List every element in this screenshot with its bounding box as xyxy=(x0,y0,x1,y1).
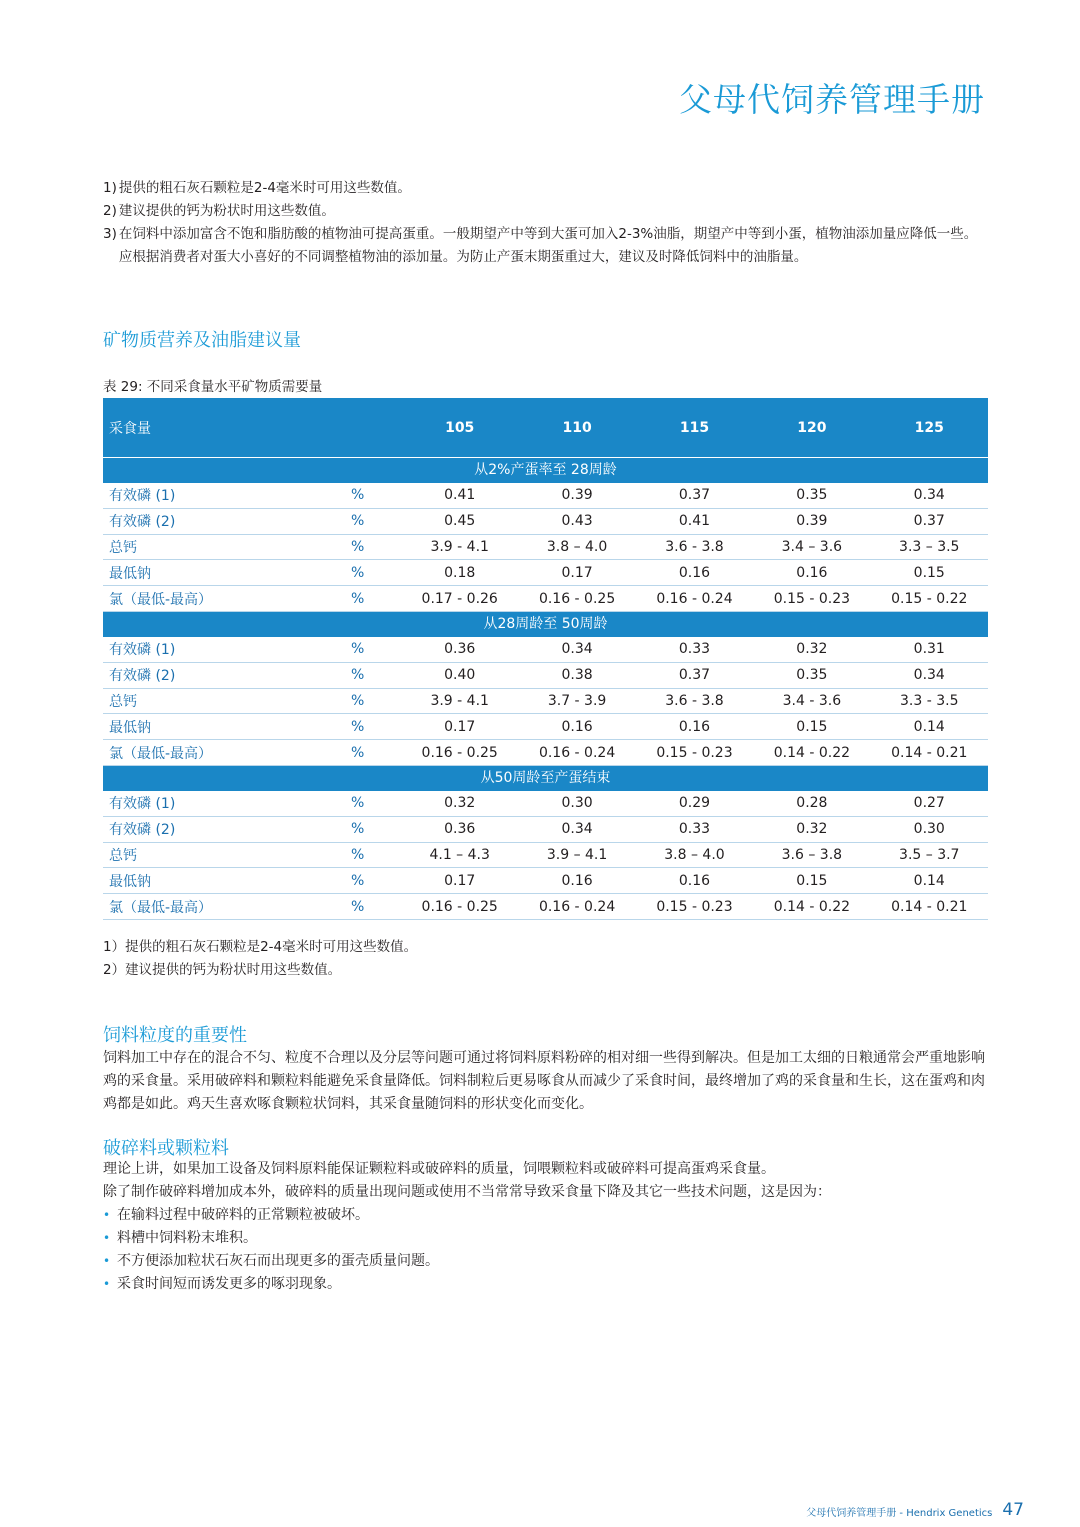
table-row xyxy=(103,843,988,869)
table-notes xyxy=(103,936,417,982)
table-cell: 3.6 – 3.8 xyxy=(781,846,843,863)
table-row xyxy=(103,560,988,586)
section-heading-particle-size: 饲料粒度的重要性 xyxy=(103,1025,247,1046)
table-cell: 0.16 - 0.24 xyxy=(656,590,733,607)
row-unit: % xyxy=(351,846,365,863)
table-cell: 0.36 xyxy=(444,641,476,658)
mineral-table xyxy=(103,398,988,920)
table-cell: 0.14 - 0.21 xyxy=(891,898,968,915)
table-row xyxy=(103,586,988,612)
table-row xyxy=(103,714,988,740)
table-note: 1）提供的粗石灰石颗粒是2-4毫米时可用这些数值。 xyxy=(103,939,418,955)
table-cell: 3.6 - 3.8 xyxy=(665,538,724,555)
table-cell: 3.9 – 4.1 xyxy=(546,846,608,863)
table-cell: 3.8 – 4.0 xyxy=(664,846,725,863)
table-cell: 3.9 - 4.1 xyxy=(430,692,489,709)
list-item xyxy=(103,1273,439,1296)
row-label: 最低钠 xyxy=(109,565,151,582)
table-cell: 0.32 xyxy=(444,795,476,812)
table-cell: 0.33 xyxy=(678,641,711,658)
table-cell: 0.16 xyxy=(678,564,711,581)
row-unit: % xyxy=(351,513,365,530)
table-cell: 0.35 xyxy=(796,667,828,684)
row-label: 总钙 xyxy=(109,847,137,864)
table-cell: 0.34 xyxy=(913,667,945,684)
row-unit: % xyxy=(351,821,365,838)
section-heading-minerals: 矿物质营养及油脂建议量 xyxy=(103,330,301,351)
table-cell: 3.3 – 3.5 xyxy=(899,538,960,555)
table-cell: 0.15 - 0.23 xyxy=(656,744,733,761)
bullet-icon: • xyxy=(103,1277,111,1291)
table-cell: 0.43 xyxy=(561,513,593,530)
crumble-paragraph-2: 除了制作破碎料增加成本外，破碎料的质量出现问题或使用不当常常导致采食量下降及其它一些技术问题，这是因为： xyxy=(103,1184,831,1200)
row-label: 有效磷 (2) xyxy=(109,514,176,531)
table-cell: 0.15 - 0.23 xyxy=(773,590,851,607)
table-cell: 0.16 - 0.24 xyxy=(538,898,616,915)
table-cell: 3.3 - 3.5 xyxy=(900,692,959,709)
note-number: 1) xyxy=(103,180,117,196)
row-label: 有效磷 (2) xyxy=(109,668,176,685)
table-cell: 0.18 xyxy=(444,564,476,581)
row-label: 有效磷 (1) xyxy=(109,488,176,505)
header-col: 105 xyxy=(445,419,475,436)
list-item-text: 料槽中饲料粉末堆积。 xyxy=(117,1230,257,1246)
table-row xyxy=(103,791,988,817)
table-cell: 0.39 xyxy=(561,487,593,504)
row-unit: % xyxy=(351,744,365,761)
table-cell: 0.17 xyxy=(444,872,476,889)
row-unit: % xyxy=(351,667,365,684)
table-cell: 0.15 xyxy=(913,564,945,581)
table-cell: 0.35 xyxy=(796,487,828,504)
list-item-text: 采食时间短而诱发更多的啄羽现象。 xyxy=(117,1276,341,1292)
table-cell: 0.17 xyxy=(444,718,476,735)
table-cell: 0.31 xyxy=(913,641,945,658)
table-cell: 0.14 xyxy=(913,718,945,735)
row-label: 最低钠 xyxy=(109,719,151,736)
table-cell: 0.16 - 0.25 xyxy=(421,744,498,761)
top-notes xyxy=(103,177,988,269)
table-cell: 3.8 – 4.0 xyxy=(546,538,608,555)
list-item-text: 在输料过程中破碎料的正常颗粒被破坏。 xyxy=(117,1207,369,1223)
table-cell: 3.7 - 3.9 xyxy=(547,692,607,709)
row-unit: % xyxy=(351,898,365,915)
particle-size-paragraph: 饲料加工中存在的混合不匀、粒度不合理以及分层等问题可通过将饲料原料粉碎的相对细一些得到解决。但是加工太细的日粮通常会严重地影响鸡的采食量。采用破碎料和颗粒料能避免采食量降低。饲料制粒后更易啄食从而减少了采食时间，最终增加了鸡的采食量和生长，这在蛋鸡和肉鸡都是如此。鸡天生喜欢啄食颗粒状饲料，其采食量随饲料的形状变化而变化。 xyxy=(103,1050,985,1112)
table-cell: 0.14 - 0.21 xyxy=(891,744,968,761)
table-note: 2）建议提供的钙为粉状时用这些数值。 xyxy=(103,962,342,978)
table-cell: 0.17 - 0.26 xyxy=(421,590,498,607)
table-cell: 0.37 xyxy=(913,513,945,530)
table-cell: 0.30 xyxy=(913,821,945,838)
page-title: 父母代饲养管理手册 xyxy=(679,80,985,119)
note-text: 提供的粗石灰石颗粒是2-4毫米时可用这些数值。 xyxy=(118,180,411,196)
table-row xyxy=(103,535,988,561)
table-cell: 0.14 xyxy=(913,872,945,889)
table-cell: 0.14 - 0.22 xyxy=(773,744,851,761)
note-text: 建议提供的钙为粉状时用这些数值。 xyxy=(118,203,335,219)
table-cell: 3.4 – 3.6 xyxy=(781,538,843,555)
table-header-row xyxy=(103,398,988,458)
table-cell: 0.39 xyxy=(796,513,828,530)
table-cell: 0.14 - 0.22 xyxy=(773,898,851,915)
table-cell: 0.15 - 0.22 xyxy=(891,590,968,607)
row-unit: % xyxy=(351,872,365,889)
row-label: 氯（最低-最高） xyxy=(109,899,213,916)
bullet-icon: • xyxy=(103,1254,111,1268)
row-unit: % xyxy=(351,692,365,709)
header-col: 125 xyxy=(914,419,944,436)
table-cell: 0.34 xyxy=(561,641,593,658)
table-cell: 0.17 xyxy=(561,564,593,581)
list-item xyxy=(103,1250,439,1273)
table-cell: 0.32 xyxy=(796,641,828,658)
table-cell: 0.15 xyxy=(796,718,828,735)
row-unit: % xyxy=(351,718,365,735)
row-label: 氯（最低-最高） xyxy=(109,591,213,608)
table-cell: 0.32 xyxy=(796,821,828,838)
header-label: 采食量 xyxy=(109,420,151,437)
table-cell: 0.37 xyxy=(678,487,711,504)
crumble-bullet-list xyxy=(103,1204,439,1296)
table-row xyxy=(103,637,988,663)
table-group-band: 从50周龄至产蛋结束 xyxy=(103,766,988,791)
top-note xyxy=(103,223,988,269)
table-cell: 0.45 xyxy=(444,513,476,530)
table-cell: 0.16 xyxy=(678,872,711,889)
table-cell: 3.4 - 3.6 xyxy=(782,692,842,709)
table-cell: 0.29 xyxy=(678,795,711,812)
bullet-icon: • xyxy=(103,1231,111,1245)
table-cell: 0.33 xyxy=(678,821,711,838)
row-label: 总钙 xyxy=(109,539,137,556)
table-cell: 0.27 xyxy=(913,795,945,812)
table-cell: 3.9 - 4.1 xyxy=(430,538,489,555)
table-cell: 0.16 xyxy=(796,564,828,581)
list-item xyxy=(103,1204,439,1227)
page-footer xyxy=(806,1502,1024,1519)
table-cell: 0.30 xyxy=(561,795,593,812)
page-number: 47 xyxy=(1002,1500,1024,1520)
table-row xyxy=(103,868,988,894)
table-cell: 0.16 - 0.25 xyxy=(421,898,498,915)
table-cell: 0.40 xyxy=(444,667,476,684)
row-label: 最低钠 xyxy=(109,873,151,890)
table-caption: 表 29: 不同采食量水平矿物质需要量 xyxy=(103,379,323,395)
row-unit: % xyxy=(351,641,365,658)
header-col: 120 xyxy=(797,419,827,436)
row-unit: % xyxy=(351,795,365,812)
row-unit: % xyxy=(351,564,365,581)
table-group-band: 从2%产蛋率至 28周龄 xyxy=(103,458,988,483)
row-unit: % xyxy=(351,590,365,607)
top-note xyxy=(103,200,988,223)
table-row xyxy=(103,689,988,715)
table-cell: 0.15 - 0.23 xyxy=(656,898,733,915)
table-cell: 0.34 xyxy=(561,821,593,838)
row-label: 有效磷 (1) xyxy=(109,642,176,659)
table-row xyxy=(103,894,988,920)
table-cell: 0.16 xyxy=(678,718,711,735)
section-heading-crumble-pellet: 破碎料或颗粒料 xyxy=(103,1138,229,1159)
table-cell: 0.41 xyxy=(444,487,476,504)
table-cell: 0.16 - 0.25 xyxy=(538,590,616,607)
footer-text: 父母代饲养管理手册 - Hendrix Genetics xyxy=(806,1508,993,1519)
table-cell: 0.41 xyxy=(678,513,711,530)
bullet-icon: • xyxy=(103,1208,111,1222)
table-group-band: 从28周龄至 50周龄 xyxy=(103,612,988,637)
table-row xyxy=(103,740,988,766)
table-cell: 0.16 xyxy=(561,718,593,735)
list-item xyxy=(103,1227,439,1250)
list-item-text: 不方便添加粒状石灰石而出现更多的蛋壳质量问题。 xyxy=(117,1253,439,1269)
note-number: 3) xyxy=(103,226,117,242)
table-body xyxy=(103,458,988,920)
table-row xyxy=(103,663,988,689)
table-cell: 4.1 – 4.3 xyxy=(429,846,490,863)
row-unit: % xyxy=(351,487,365,504)
row-label: 有效磷 (2) xyxy=(109,822,176,839)
table-cell: 0.16 xyxy=(561,872,593,889)
table-cell: 0.37 xyxy=(678,667,711,684)
row-label: 有效磷 (1) xyxy=(109,796,176,813)
header-col: 115 xyxy=(679,419,710,436)
row-unit: % xyxy=(351,538,365,555)
table-cell: 3.5 – 3.7 xyxy=(899,846,960,863)
table-row xyxy=(103,509,988,535)
note-text: 在饲料中添加富含不饱和脂肪酸的植物油可提高蛋重。一般期望产中等到大蛋可加入2-3%油脂，期望产中等到小蛋，植物油添加量应降低一些。应根据消费者对蛋大小喜好的不同调整植物油的添加量。为防止产蛋末期蛋重过大，建议及时降低饲料中的油脂量。 xyxy=(118,226,978,265)
top-note xyxy=(103,177,988,200)
table-row xyxy=(103,483,988,509)
table-cell: 0.38 xyxy=(561,667,593,684)
table-cell: 0.34 xyxy=(913,487,945,504)
table-cell: 3.6 - 3.8 xyxy=(665,692,724,709)
crumble-paragraph-1: 理论上讲，如果加工设备及饲料原料能保证颗粒料或破碎料的质量，饲喂颗粒料或破碎料可提高蛋鸡采食量。 xyxy=(103,1161,775,1177)
row-label: 氯（最低-最高） xyxy=(109,745,213,762)
table-cell: 0.28 xyxy=(796,795,828,812)
row-label: 总钙 xyxy=(109,693,137,710)
table-cell: 0.15 xyxy=(796,872,828,889)
table-row xyxy=(103,817,988,843)
table-cell: 0.36 xyxy=(444,821,476,838)
table-cell: 0.16 - 0.24 xyxy=(538,744,616,761)
note-number: 2) xyxy=(103,203,117,219)
header-col: 110 xyxy=(562,419,592,436)
